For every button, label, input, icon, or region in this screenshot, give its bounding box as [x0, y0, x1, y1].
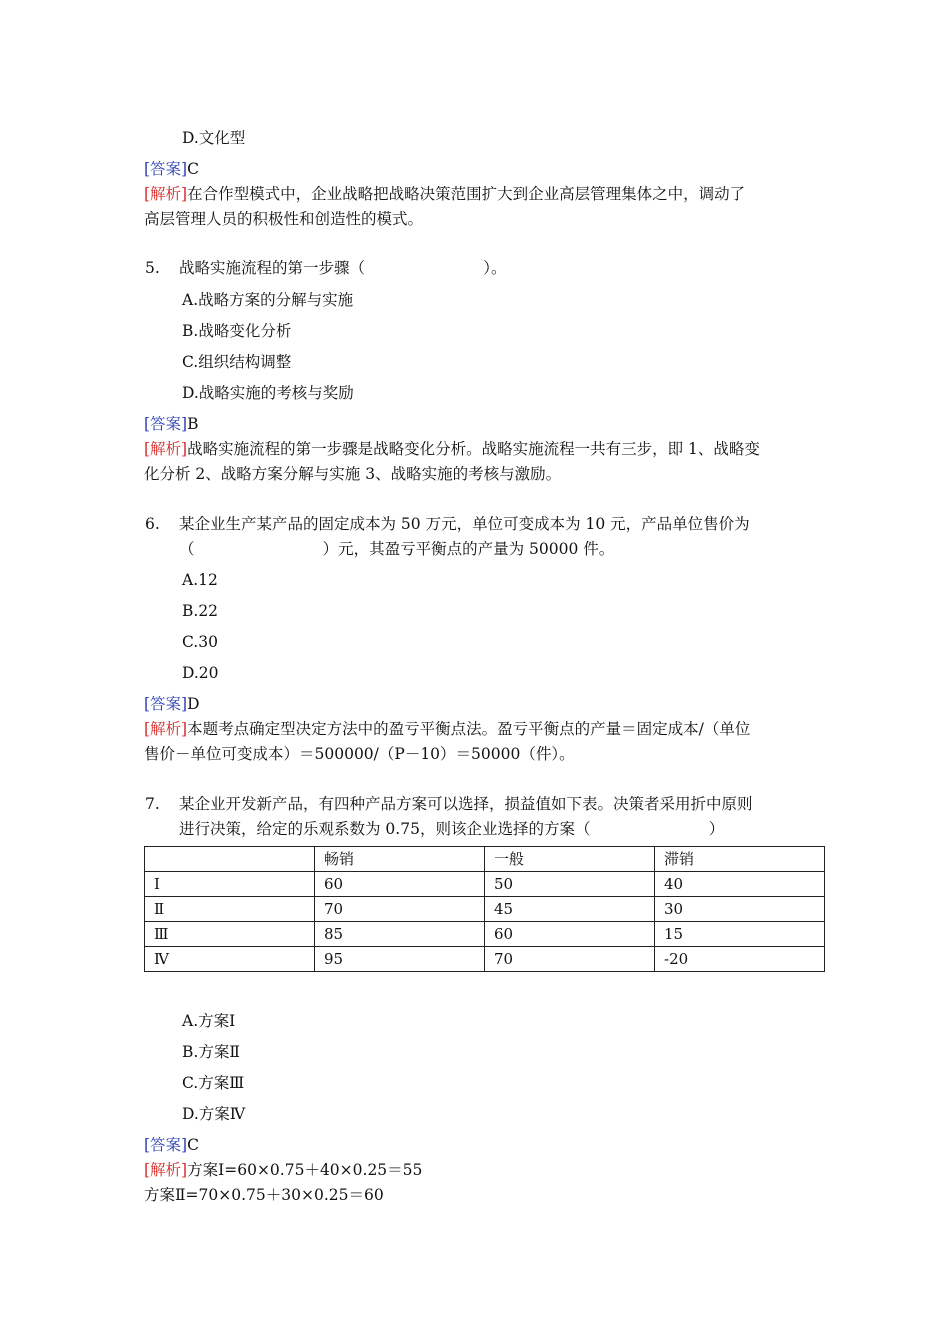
q4-explanation-line-1 [144, 184, 745, 204]
table-row [145, 872, 825, 897]
payoff-table [144, 846, 825, 972]
explanation-text: 战略实施流程的第一步骤是战略变化分析。战略实施流程一共有三步，即 1、战略变 [187, 440, 760, 458]
q7-option-b: B.方案Ⅱ [182, 1043, 240, 1061]
answer-value: C [187, 1136, 199, 1154]
q7-explanation-line-1 [144, 1160, 422, 1180]
table-cell: 85 [315, 922, 485, 947]
explanation-text: 在合作型模式中，企业战略把战略决策范围扩大到企业高层管理集体之中，调动了 [187, 185, 746, 203]
table-cell: 15 [655, 922, 825, 947]
q5-option-b: B.战略变化分析 [182, 322, 292, 340]
answer-value: C [187, 160, 199, 178]
q6-option-b: B.22 [182, 602, 219, 620]
q5-explanation-line-1 [144, 439, 760, 459]
q6-explanation-line-2: 售价－单位可变成本）＝500000/（P－10）＝50000（件）。 [144, 745, 575, 763]
table-cell: Ⅲ [145, 922, 315, 947]
q5-option-c: C.组织结构调整 [182, 353, 292, 371]
explanation-tag: [解析] [144, 440, 188, 458]
table-cell: -20 [655, 947, 825, 972]
explanation-text: 方案Ⅰ=60×0.75＋40×0.25＝55 [187, 1161, 423, 1179]
q7-option-a: A.方案Ⅰ [182, 1012, 236, 1030]
table-cell: Ⅱ [145, 897, 315, 922]
explanation-tag: [解析] [144, 720, 188, 738]
explanation-tag: [解析] [144, 1161, 188, 1179]
question-number: 5. [145, 259, 160, 277]
explanation-tag: [解析] [144, 185, 188, 203]
answer-value: D [187, 695, 200, 713]
q6-answer [144, 694, 200, 714]
table-header-cell: 畅销 [315, 847, 485, 872]
q5-explanation-line-2: 化分析 2、战略方案分解与实施 3、战略实施的考核与激励。 [144, 465, 562, 483]
table-cell: 70 [315, 897, 485, 922]
q6-stem-line-2: （ ）元，其盈亏平衡点的产量为 50000 件。 [179, 540, 615, 558]
explanation-text: 本题考点确定型决定方法中的盈亏平衡点法。盈亏平衡点的产量＝固定成本/（单位 [187, 720, 751, 738]
answer-tag: [答案] [144, 1136, 188, 1154]
table-header-cell: 滞销 [655, 847, 825, 872]
q7-stem-line-2: 进行决策，给定的乐观系数为 0.75，则该企业选择的方案（ ） [179, 820, 725, 838]
answer-value: B [187, 415, 199, 433]
answer-tag: [答案] [144, 160, 188, 178]
table-row [145, 947, 825, 972]
question-number: 6. [145, 515, 160, 533]
q5-option-d: D.战略实施的考核与奖励 [182, 384, 354, 402]
q6-option-d: D.20 [182, 664, 219, 682]
q6-option-a: A.12 [182, 571, 218, 589]
q4-answer [144, 159, 199, 179]
table-header-cell [145, 847, 315, 872]
question-number: 7. [145, 795, 160, 813]
table-header-cell: 一般 [485, 847, 655, 872]
table-cell: Ⅰ [145, 872, 315, 897]
question-text: 某企业开发新产品，有四种产品方案可以选择，损益值如下表。决策者采用折中原则 [179, 795, 753, 813]
table-cell: 30 [655, 897, 825, 922]
q6-explanation-line-1 [144, 719, 750, 739]
table-cell: 95 [315, 947, 485, 972]
table-row [145, 897, 825, 922]
question-text: 某企业生产某产品的固定成本为 50 万元，单位可变成本为 10 元，产品单位售价为 [179, 515, 750, 533]
table-cell: 45 [485, 897, 655, 922]
table-cell: Ⅳ [145, 947, 315, 972]
q7-option-d: D.方案Ⅳ [182, 1105, 246, 1123]
question-text: 战略实施流程的第一步骤（ ）。 [179, 259, 507, 277]
answer-tag: [答案] [144, 695, 188, 713]
table-cell: 70 [485, 947, 655, 972]
q7-option-c: C.方案Ⅲ [182, 1074, 245, 1092]
q7-explanation-line-2: 方案Ⅱ=70×0.75＋30×0.25＝60 [144, 1186, 384, 1204]
table-cell: 50 [485, 872, 655, 897]
q5-option-a: A.战略方案的分解与实施 [182, 291, 354, 309]
answer-tag: [答案] [144, 415, 188, 433]
q6-option-c: C.30 [182, 633, 218, 651]
q4-explanation-line-2: 高层管理人员的积极性和创造性的模式。 [144, 210, 424, 228]
table-cell: 60 [315, 872, 485, 897]
table-cell: 40 [655, 872, 825, 897]
q4-option-d: D.文化型 [182, 129, 246, 147]
q7-answer [144, 1135, 199, 1155]
q5-answer [144, 414, 199, 434]
table-header-row [145, 847, 825, 872]
table-cell: 60 [485, 922, 655, 947]
table-row [145, 922, 825, 947]
